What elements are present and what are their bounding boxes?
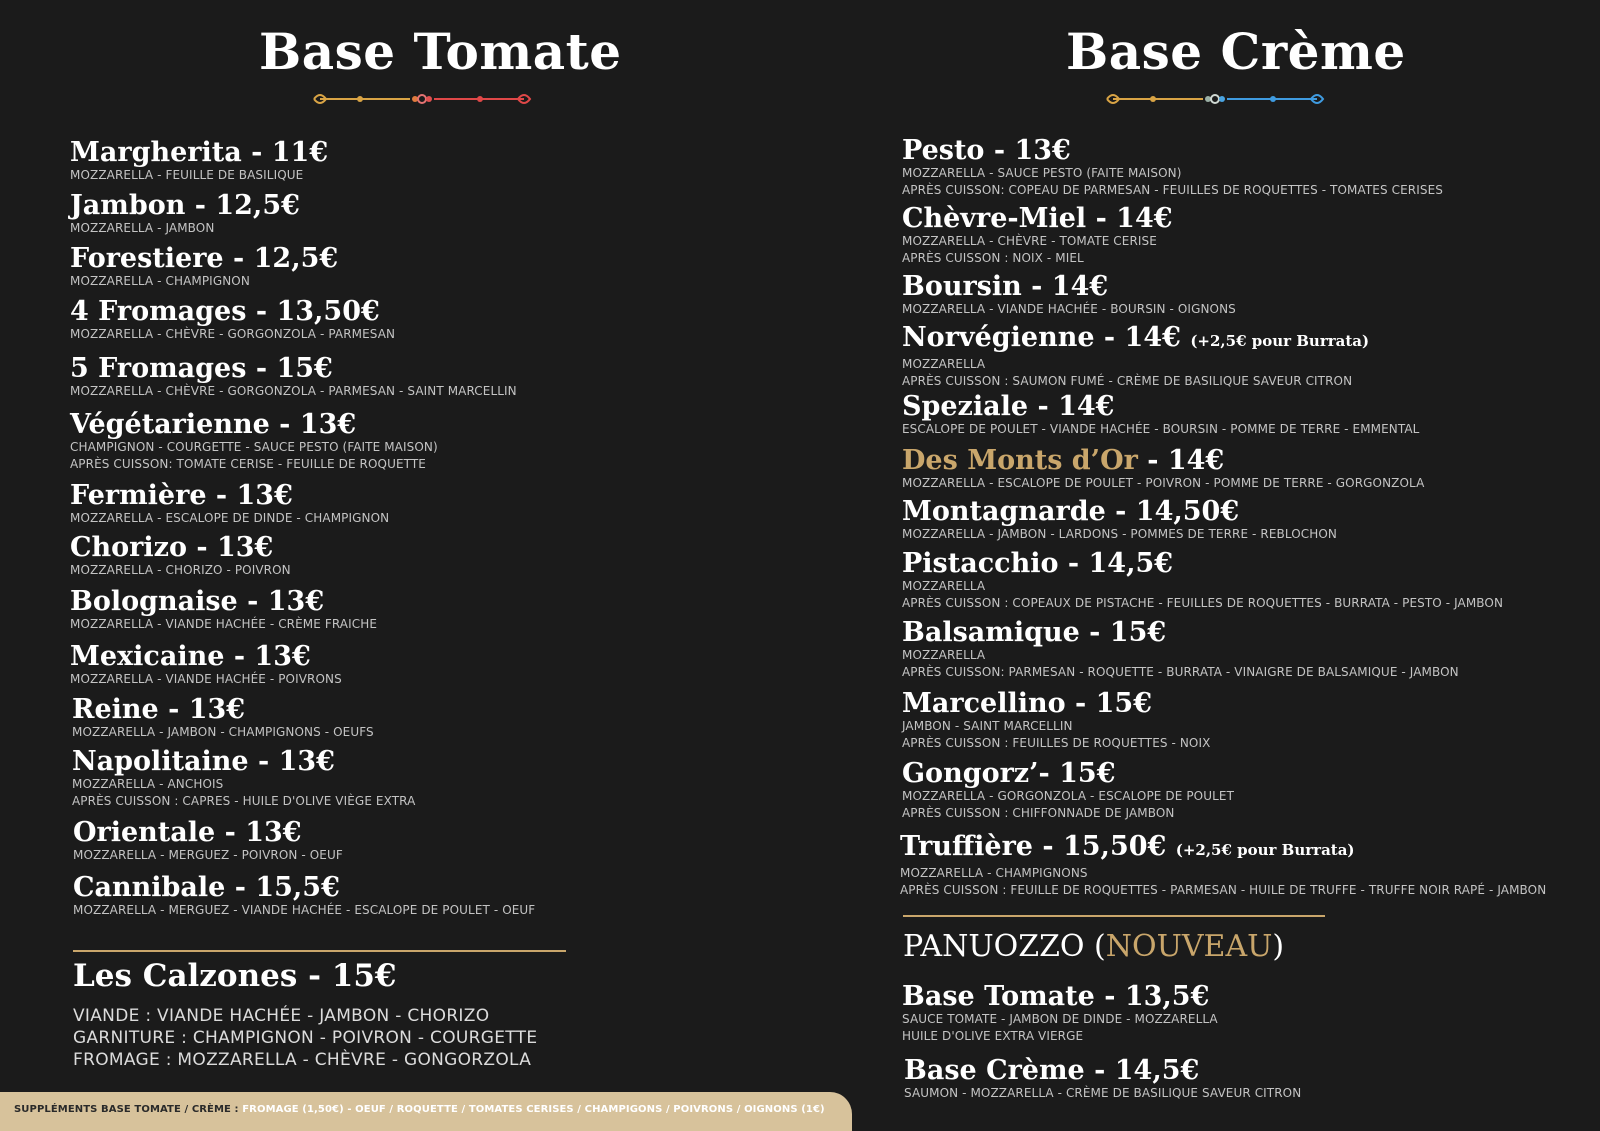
item-desc: MOZZARELLA - FEUILLE DE BASILIQUE [70,168,304,182]
menu-item [902,392,1419,438]
panuozzo-title [903,929,1284,964]
menu-item [902,689,1210,752]
item-desc: APRÈS CUISSON : NOIX - MIEL [902,251,1084,265]
menu-item [72,747,415,810]
gold-divider [903,915,1325,917]
item-name: Fermière - 13€ [70,480,293,511]
panuozzo-title-start: PANUOZZO ( [903,929,1106,964]
item-desc: MOZZARELLA - VIANDE HACHÉE - POIVRONS [70,672,342,686]
menu-item [70,481,389,527]
menu-item [70,191,300,237]
menu-item [904,1056,1301,1102]
item-desc: MOZZARELLA - MERGUEZ - VIANDE HACHÉE - ESCALOPE DE POULET - OEUF [73,903,536,917]
base-creme-title: Base Crème [1066,22,1406,81]
item-desc: APRÈS CUISSON : FEUILLE DE ROQUETTES - PARMESAN - HUILE DE TRUFFE - TRUFFE NOIR RAPÉ - JAMBON [900,883,1547,897]
ornament-divider-right [1103,88,1327,110]
item-name: Végétarienne - 13€ [70,409,357,440]
menu-item [902,272,1236,318]
item-desc: MOZZARELLA - VIANDE HACHÉE - CRÈME FRAICHE [70,617,378,631]
item-name: Cannibale - 15,5€ [73,872,340,903]
menu-item [70,587,377,633]
item-desc: MOZZARELLA - CHÈVRE - GORGONZOLA - PARMESAN [70,327,396,341]
menu-item [902,497,1337,543]
menu-item [902,549,1503,612]
menu-item [902,136,1443,199]
menu-item [70,410,438,473]
menu-item [70,244,338,290]
item-desc: ESCALOPE DE POULET - VIANDE HACHÉE - BOURSIN - POMME DE TERRE - EMMENTAL [902,422,1420,436]
menu-item [900,832,1546,899]
item-desc: MOZZARELLA [902,648,986,662]
menu-item [70,354,517,400]
item-desc: MOZZARELLA - JAMBON - LARDONS - POMMES DE TERRE - REBLOCHON [902,527,1337,541]
item-name: Pesto - 13€ [902,135,1071,166]
item-desc: JAMBON - SAINT MARCELLIN [902,719,1073,733]
item-name: Chorizo - 13€ [70,532,274,563]
item-name [900,832,1546,865]
item-desc: MOZZARELLA - GORGONZOLA - ESCALOPE DE POULET [902,789,1235,803]
item-desc: SAUCE TOMATE - JAMBON DE DINDE - MOZZARELLA [902,1012,1218,1026]
item-desc: MOZZARELLA - CHÈVRE - GORGONZOLA - PARMESAN - SAINT MARCELLIN [70,384,517,398]
item-name [902,446,1424,475]
menu-item [70,533,291,579]
item-desc: APRÈS CUISSON : FEUILLES DE ROQUETTES - NOIX [902,736,1211,750]
menu-item [902,982,1218,1045]
item-name: 5 Fromages - 15€ [70,353,333,384]
item-desc: HUILE D'OLIVE EXTRA VIERGE [902,1029,1084,1043]
item-desc: MOZZARELLA - ESCALOPE DE POULET - POIVRON - POMME DE TERRE - GORGONZOLA [902,476,1425,490]
item-desc: MOZZARELLA - CHAMPIGNON [70,274,250,288]
item-desc: APRÈS CUISSON : CAPRES - HUILE D'OLIVE VIÈGE EXTRA [72,794,416,808]
supplements-label: SUPPLÉMENTS BASE TOMATE / CRÈME : [14,1104,243,1115]
item-name: Napolitaine - 13€ [72,746,335,777]
item-desc: MOZZARELLA - CHORIZO - POIVRON [70,563,291,577]
item-desc: MOZZARELLA - ANCHOIS [72,777,224,791]
item-desc: MOZZARELLA [902,357,986,371]
item-desc: MOZZARELLA - VIANDE HACHÉE - BOURSIN - OIGNONS [902,302,1236,316]
item-name: Forestiere - 12,5€ [70,243,339,274]
item-name: Base Crème - 14,5€ [904,1055,1200,1086]
item-desc: SAUMON - MOZZARELLA - CRÈME DE BASILIQUE SAVEUR CITRON [904,1086,1302,1100]
menu-item [72,695,374,741]
base-tomate-title: Base Tomate [259,22,622,81]
item-name: Jambon - 12,5€ [70,190,300,221]
item-name: Bolognaise - 13€ [70,586,325,617]
item-desc: APRÈS CUISSON : COPEAUX DE PISTACHE - FEUILLES DE ROQUETTES - BURRATA - PESTO - JAMBON [902,596,1504,610]
item-desc: APRÈS CUISSON : CHIFFONNADE DE JAMBON [902,806,1175,820]
item-name: Orientale - 13€ [73,817,302,848]
supplements-text [14,1104,825,1115]
menu-item [73,818,343,864]
calzones-line: GARNITURE : CHAMPIGNON - POIVRON - COURGETTE [73,1028,538,1048]
gold-divider [73,950,566,952]
item-name-text: Norvégienne - 14€ [902,322,1181,353]
calzones-title: Les Calzones - 15€ [73,958,397,994]
item-name: 4 Fromages - 13,50€ [70,296,380,327]
item-name: Gongorz’- 15€ [902,758,1116,789]
supplements-items: FROMAGE (1,50€) - OEUF / ROQUETTE / TOMATES CERISES / CHAMPIGONS / POIVRONS / OIGNONS (1€) [242,1104,825,1115]
item-desc: MOZZARELLA - CHAMPIGNONS [900,866,1088,880]
menu-item [902,323,1369,390]
supplements-banner [0,1092,852,1131]
item-name: Boursin - 14€ [902,271,1109,302]
item-name: Montagnarde - 14,50€ [902,496,1240,527]
item-desc: APRÈS CUISSON: TOMATE CERISE - FEUILLE DE ROQUETTE [70,457,426,471]
item-desc: MOZZARELLA - SAUCE PESTO (FAITE MAISON) [902,166,1182,180]
burrata-note: (+2,5€ pour Burrata) [1190,332,1370,350]
item-desc: MOZZARELLA - MERGUEZ - POIVRON - OEUF [73,848,343,862]
menu-item [902,759,1234,822]
menu-item [73,873,535,919]
menu-item [902,618,1459,681]
menu-item [70,297,395,343]
item-desc: MOZZARELLA - JAMBON - CHAMPIGNONS - OEUFS [72,725,374,739]
item-name: Marcellino - 15€ [902,688,1153,719]
item-desc: APRÈS CUISSON : SAUMON FUMÉ - CRÈME DE BASILIQUE SAVEUR CITRON [902,374,1353,388]
burrata-note: (+2,5€ pour Burrata) [1175,841,1355,859]
item-name: Margherita - 11€ [70,137,329,168]
item-desc: APRÈS CUISSON: PARMESAN - ROQUETTE - BURRATA - VINAIGRE DE BALSAMIQUE - JAMBON [902,665,1459,679]
item-name: Balsamique - 15€ [902,617,1167,648]
item-name-highlight: Des Monts d’Or [902,445,1138,476]
item-name: Pistacchio - 14,5€ [902,548,1174,579]
nouveau-label: NOUVEAU [1105,929,1273,964]
item-name: Speziale - 14€ [902,391,1115,422]
item-desc: MOZZARELLA - ESCALOPE DE DINDE - CHAMPIGNON [70,511,390,525]
item-desc: MOZZARELLA - JAMBON [70,221,215,235]
item-name-text: Truffière - 15,50€ [900,831,1167,862]
item-desc: MOZZARELLA - CHÈVRE - TOMATE CERISE [902,234,1157,248]
calzones-line: VIANDE : VIANDE HACHÉE - JAMBON - CHORIZO [73,1006,490,1026]
item-name [902,323,1369,356]
item-name: Reine - 13€ [72,694,246,725]
item-name-price: - 14€ [1137,445,1225,476]
item-name: Base Tomate - 13,5€ [902,981,1210,1012]
calzones-line: FROMAGE : MOZZARELLA - CHÈVRE - GONGORZOLA [73,1050,532,1070]
item-desc: MOZZARELLA [902,579,986,593]
item-name: Chèvre-Miel - 14€ [902,203,1173,234]
panuozzo-title-end: ) [1272,929,1285,964]
item-name: Mexicaine - 13€ [70,641,311,672]
item-desc: APRÈS CUISSON: COPEAU DE PARMESAN - FEUILLES DE ROQUETTES - TOMATES CERISES [902,183,1443,197]
menu-item [70,138,328,184]
menu-item [902,446,1424,492]
menu-item [902,204,1173,267]
menu-item [70,642,342,688]
item-desc: CHAMPIGNON - COURGETTE - SAUCE PESTO (FAITE MAISON) [70,440,438,454]
ornament-divider-left [310,88,534,110]
